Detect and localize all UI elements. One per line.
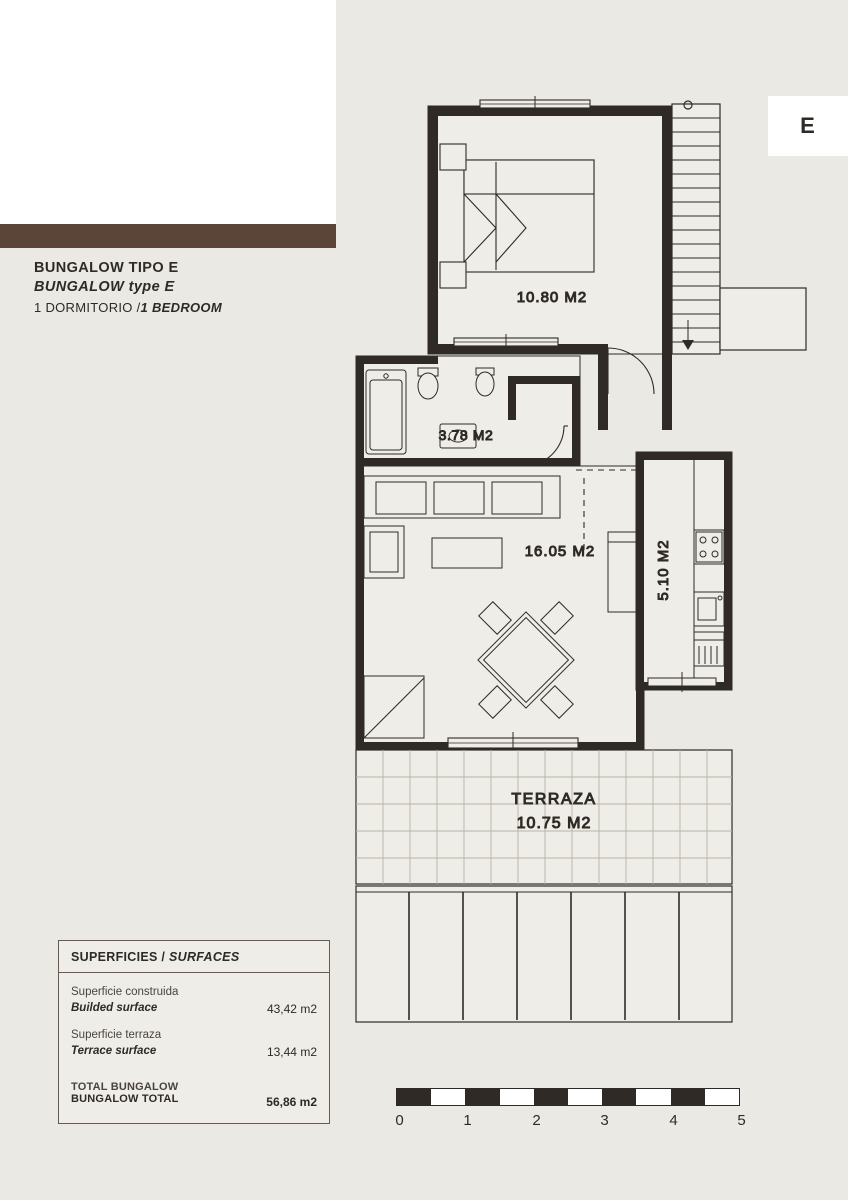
surfaces-header-es: SUPERFICIES /: [71, 950, 166, 964]
title-line-es: BUNGALOW TIPO E: [34, 260, 179, 276]
fixture-bidet: [476, 368, 494, 396]
scale-segment: [397, 1089, 431, 1105]
surface-value: 43,42 m2: [266, 1002, 317, 1017]
surface-total-value: 56,86 m2: [266, 1095, 317, 1110]
door-bedroom: [608, 348, 654, 394]
room-living: [356, 466, 644, 754]
scale-tick-5: 5: [737, 1112, 747, 1129]
furniture-corner: [364, 676, 424, 738]
scale-segment: [671, 1089, 705, 1105]
label-terrace-title: TERRAZA: [511, 791, 597, 808]
room-bathroom: [356, 356, 580, 466]
accent-bar: [0, 224, 336, 248]
title-line-en: BUNGALOW type E: [34, 279, 175, 295]
scale-segment: [636, 1089, 670, 1105]
surfaces-box: [58, 940, 330, 1124]
surfaces-body: [59, 973, 329, 1123]
type-badge-label: E: [800, 113, 816, 138]
scale-labels: [390, 1112, 746, 1134]
surface-total-label-en: BUNGALOW TOTAL: [71, 1093, 179, 1106]
scale-segment: [602, 1089, 636, 1105]
scale-tick-0: 0: [395, 1112, 405, 1129]
surface-row: [71, 985, 317, 1016]
scale-segment: [500, 1089, 534, 1105]
furniture-dining-set: [478, 602, 574, 719]
surface-row: [71, 1028, 317, 1059]
appliance-sink: [694, 592, 724, 626]
fixture-toilet: [418, 368, 438, 399]
top-left-white-panel: [0, 0, 336, 224]
scale-tick-4: 4: [669, 1112, 679, 1129]
scale-tick-3: 3: [600, 1112, 610, 1129]
surface-total-label-es: TOTAL BUNGALOW: [71, 1081, 179, 1094]
surface-label-en: Terrace surface: [71, 1044, 157, 1057]
scale-segment: [534, 1089, 568, 1105]
exterior-stairs: [672, 101, 806, 354]
label-kitchen-area: 5.10 M2: [655, 539, 672, 601]
surfaces-header: [59, 941, 329, 973]
surface-total-row: [71, 1081, 317, 1109]
title-block: [34, 260, 324, 315]
fixture-bathtub: [366, 370, 406, 454]
scale-segment: [465, 1089, 499, 1105]
scale-segment: [705, 1089, 739, 1105]
surface-label-en: Builded surface: [71, 1001, 158, 1014]
scale-segment: [568, 1089, 602, 1105]
scale-bar: [396, 1088, 740, 1106]
scale-tick-2: 2: [532, 1112, 542, 1129]
room-terrace: [356, 750, 732, 884]
title-subtitle: [34, 300, 324, 315]
scale-segment: [431, 1089, 465, 1105]
label-living-area: 16.05 M2: [524, 543, 596, 560]
surface-label-es: Superficie construida: [71, 986, 179, 998]
pergola: [356, 886, 732, 1022]
surfaces-header-en: SURFACES: [168, 950, 240, 964]
label-terrace-area: 10.75 M2: [516, 815, 592, 832]
label-bathroom-area: 3.78 M2: [438, 427, 494, 443]
surface-value: 13,44 m2: [266, 1045, 317, 1060]
appliance-washer: [694, 632, 724, 666]
title-subtitle-en: 1 BEDROOM: [140, 300, 222, 315]
label-bedroom-area: 10.80 M2: [516, 289, 588, 306]
room-kitchen: [636, 452, 732, 692]
surface-label-es: Superficie terraza: [71, 1029, 162, 1042]
scale-tick-1: 1: [463, 1112, 473, 1129]
floor-plan-drawing: [336, 80, 836, 1060]
appliance-hob: [696, 532, 722, 562]
furniture-bar: [608, 532, 638, 612]
title-subtitle-es: 1 DORMITORIO /: [34, 300, 141, 315]
